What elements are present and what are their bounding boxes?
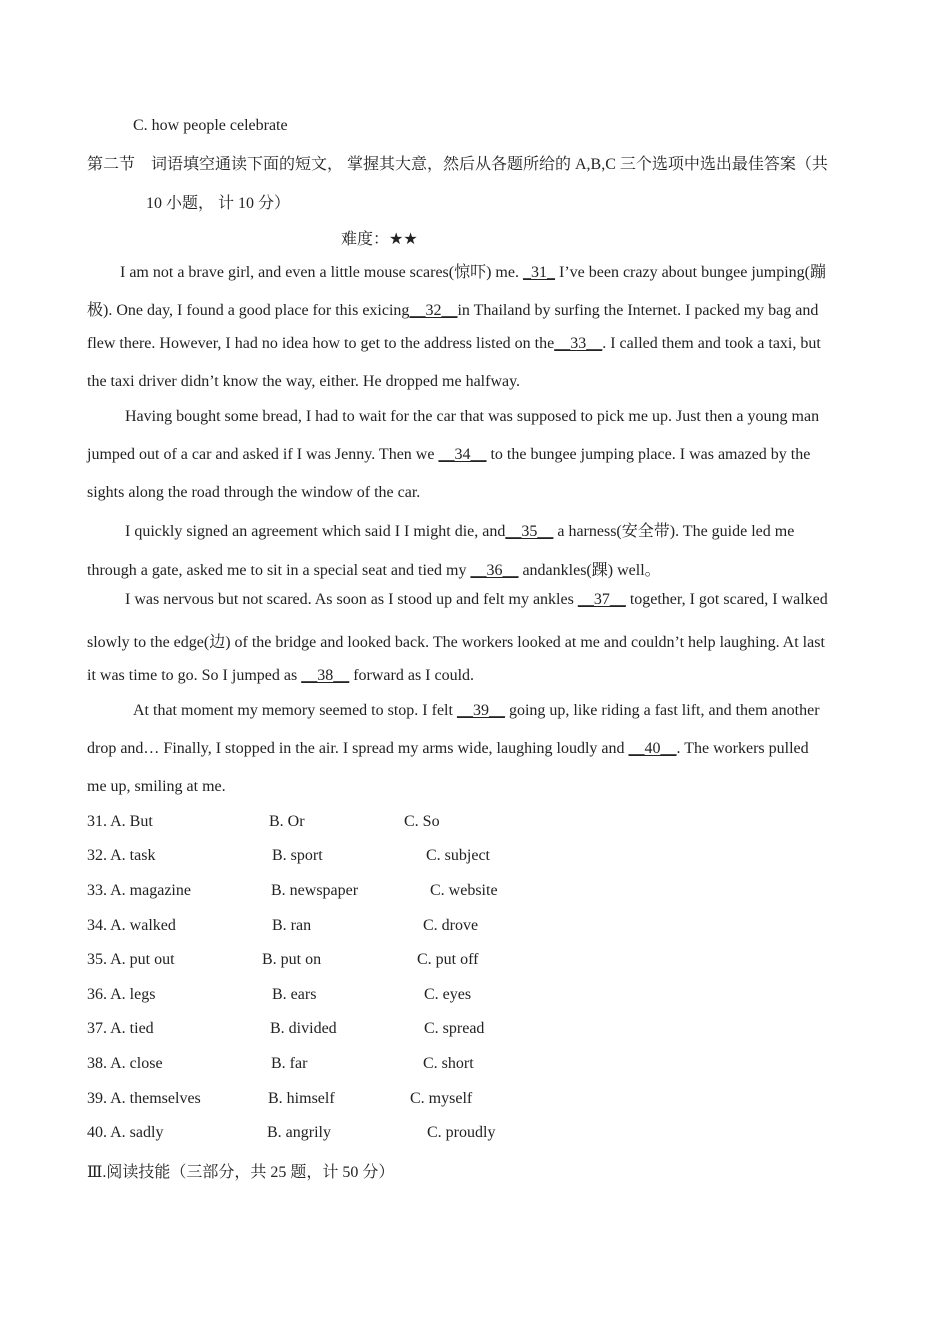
passage-line: sights along the road through the window of the car. — [87, 484, 421, 501]
difficulty-stars: ★★ — [389, 229, 418, 248]
option-c: C. put off — [417, 951, 479, 968]
blank-35: __35__ — [505, 523, 554, 540]
passage-text: to the bungee jumping place. I was amazed by the — [486, 446, 811, 463]
option-b: B. angrily — [267, 1124, 331, 1141]
difficulty-label: 难度： — [341, 231, 390, 248]
option-a: 35. A. put out — [87, 951, 175, 968]
blank-32: __32__ — [409, 302, 458, 319]
passage-line: Having bought some bread, I had to wait for the car that was supposed to pick me up. Just then a young man — [125, 408, 820, 425]
passage-text: together, I got scared, I walked — [625, 591, 828, 608]
passage-text: in Thailand by surfing the Internet. I packed my bag and — [457, 302, 819, 319]
passage-text: . The workers pulled — [676, 740, 809, 757]
passage-text: I am not a brave girl, and even a little mouse scares(惊吓) me. — [120, 264, 523, 281]
passage-line — [87, 446, 810, 464]
section-instructions-cont: 10 小题， 计 10 分） — [146, 195, 291, 212]
passage-line — [87, 740, 809, 758]
section-heading: Ⅲ.阅读技能（三部分，共 25 题，计 50 分） — [87, 1164, 395, 1181]
passage-line — [87, 667, 474, 685]
passage-line: me up, smiling at me. — [87, 778, 226, 795]
option-a: 32. A. task — [87, 847, 156, 864]
passage-text: a harness(安全带). The guide led me — [553, 523, 795, 540]
passage-line: slowly to the edge(边) of the bridge and looked back. The workers looked at me and couldn’t help laughing. At last — [87, 634, 825, 651]
passage-text: jumped out of a car and asked if I was Jenny. Then we — [87, 446, 439, 463]
passage-text: through a gate, asked me to sit in a special seat and tied my — [87, 562, 471, 579]
option-a: 37. A. tied — [87, 1020, 154, 1037]
option-c: C. short — [423, 1055, 474, 1072]
option-c: C. website — [430, 882, 498, 899]
passage-line — [133, 702, 820, 720]
option-c-text: C. how people celebrate — [133, 117, 288, 134]
option-c: C. spread — [424, 1020, 485, 1037]
passage-text: 极). One day, I found a good place for this exicing — [87, 302, 410, 319]
option-b: B. far — [271, 1055, 308, 1072]
blank-39: __39__ — [456, 702, 505, 719]
blank-31: _31_ — [522, 264, 555, 281]
option-c: C. eyes — [424, 986, 472, 1003]
difficulty-rating — [341, 226, 418, 249]
option-a: 34. A. walked — [87, 917, 176, 934]
option-a: 31. A. But — [87, 813, 153, 830]
passage-line — [120, 259, 826, 282]
option-b: B. ran — [272, 917, 312, 934]
passage-text: . I called them and took a taxi, but — [602, 335, 821, 352]
option-c: C. proudly — [427, 1124, 496, 1141]
passage-text: I’ve been crazy about bungee jumping(蹦 — [554, 264, 826, 281]
option-c: C. myself — [410, 1090, 473, 1107]
passage-line — [87, 557, 661, 580]
passage-text: forward as I could. — [349, 667, 475, 684]
blank-37: __37__ — [577, 591, 626, 608]
blank-34: __34__ — [438, 446, 487, 463]
option-c: C. So — [404, 813, 440, 830]
passage-text: it was time to go. So I jumped as — [87, 667, 302, 684]
blank-38: __38__ — [301, 667, 350, 684]
option-b: B. put on — [262, 951, 322, 968]
blank-33: __33__ — [554, 335, 603, 352]
passage-line — [87, 335, 821, 353]
blank-36: __36__ — [470, 562, 519, 579]
passage-text: At that moment my memory seemed to stop. I felt — [133, 702, 457, 719]
option-c: C. drove — [423, 917, 479, 934]
passage-line — [125, 518, 794, 541]
option-a: 40. A. sadly — [87, 1124, 164, 1141]
passage-text: drop and… Finally, I stopped in the air. I spread my arms wide, laughing loudly and — [87, 740, 629, 757]
passage-text: I was nervous but not scared. As soon as I stood up and felt my ankles — [125, 591, 578, 608]
option-b: B. newspaper — [271, 882, 359, 899]
passage-line — [87, 297, 818, 320]
option-a: 39. A. themselves — [87, 1090, 201, 1107]
option-a: 38. A. close — [87, 1055, 163, 1072]
option-b: B. Or — [269, 813, 305, 830]
passage-line: the taxi driver didn’t know the way, either. He dropped me halfway. — [87, 373, 521, 390]
passage-text: flew there. However, I had no idea how to get to the address listed on the — [87, 335, 555, 352]
section-instructions: 第二节 词语填空通读下面的短文， 掌握其大意，然后从各题所给的 A,B,C 三个选项中选出最佳答案（共 — [87, 156, 828, 173]
option-c: C. subject — [426, 847, 490, 864]
passage-text: andankles(踝) well。 — [518, 562, 661, 579]
option-b: B. himself — [268, 1090, 335, 1107]
option-a: 36. A. legs — [87, 986, 156, 1003]
passage-line — [125, 591, 828, 609]
option-a: 33. A. magazine — [87, 882, 191, 899]
passage-text: I quickly signed an agreement which said I I might die, and — [125, 523, 506, 540]
option-b: B. sport — [272, 847, 323, 864]
option-b: B. ears — [272, 986, 317, 1003]
option-b: B. divided — [270, 1020, 337, 1037]
passage-text: going up, like riding a fast lift, and them another — [504, 702, 820, 719]
blank-40: __40__ — [628, 740, 677, 757]
